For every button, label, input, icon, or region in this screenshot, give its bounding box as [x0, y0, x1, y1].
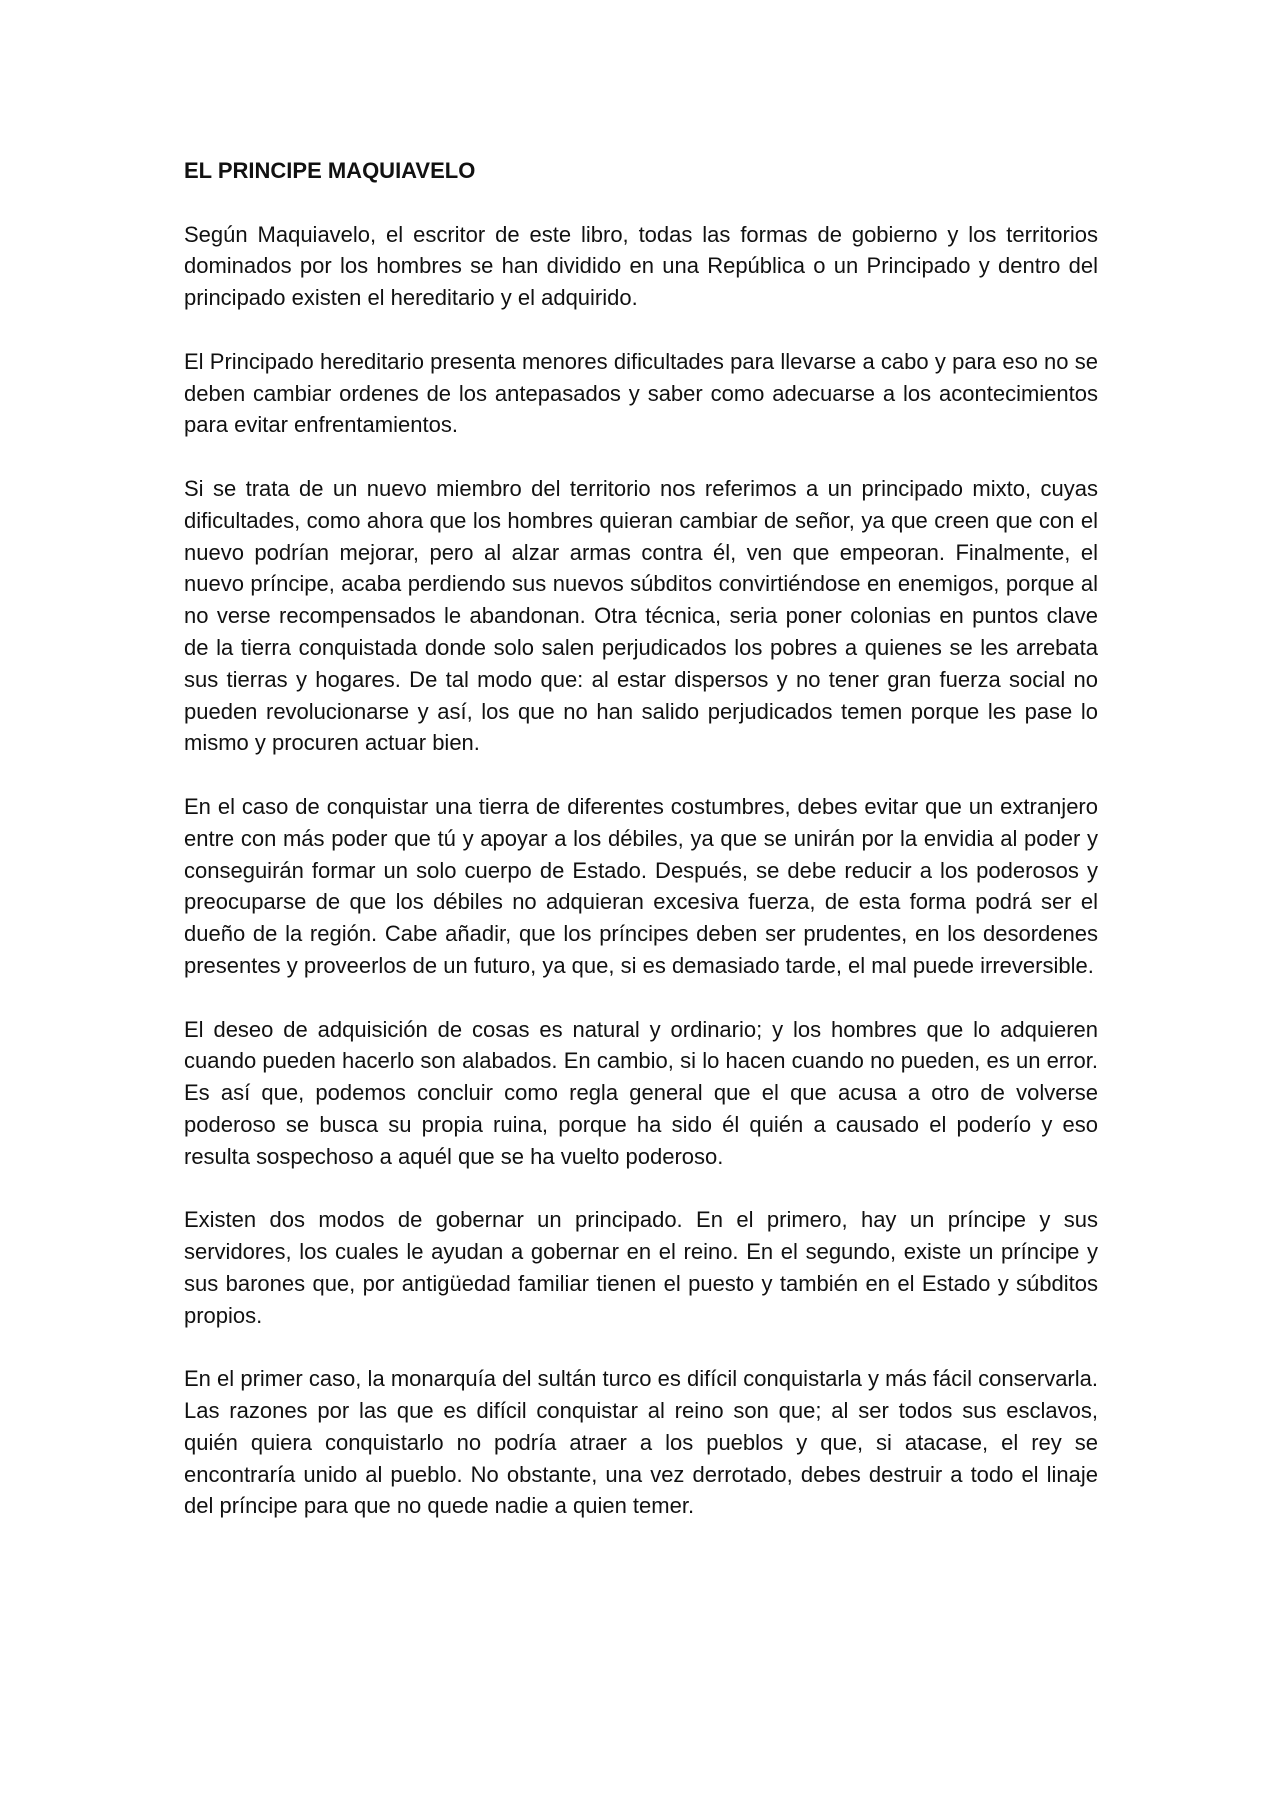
- paragraph-7: En el primer caso, la monarquía del sultán turco es difícil conquistarla y más fácil conservarla. Las razones por las que es difícil conquistar al reino son que; al ser todos sus esclavos, quién quiera conquistarlo no podría atraer a los pueblos y que, si atacase, el rey se encontraría unido al pueblo. No obstante, una vez derrotado, debes destruir a todo el linaje del príncipe para que no quede nadie a quien temer.: [184, 1366, 1098, 1519]
- document-body: [184, 155, 1098, 1554]
- paragraph-2: El Principado hereditario presenta menores dificultades para llevarse a cabo y para eso no se deben cambiar ordenes de los antepasados y saber como adecuarse a los acontecimientos para evitar enfrentamientos.: [184, 348, 1098, 438]
- paragraph-5: El deseo de adquisición de cosas es natural y ordinario; y los hombres que lo adquieren cuando pueden hacerlo son alabados. En cambio, si lo hacen cuando no pueden, es un error. Es así que, podemos concluir como regla general que el que acusa a otro de volverse poderoso se busca su propia ruina, porque ha sido él quién a causado el poderío y eso resulta sospechoso a aquél que se ha vuelto poderoso.: [184, 1016, 1098, 1169]
- paragraph-1: Según Maquiavelo, el escritor de este libro, todas las formas de gobierno y los territorios dominados por los hombres se han dividido en una República o un Principado y dentro del principado existen el hereditario y el adquirido.: [184, 221, 1098, 311]
- paragraph-6: Existen dos modos de gobernar un principado. En el primero, hay un príncipe y sus servidores, los cuales le ayudan a gobernar en el reino. En el segundo, existe un príncipe y sus barones que, por antigüedad familiar tienen el puesto y también en el Estado y súbditos propios.: [184, 1207, 1098, 1328]
- paragraph-3: Si se trata de un nuevo miembro del territorio nos referimos a un principado mixto, cuyas dificultades, como ahora que los hombres quieran cambiar de señor, ya que creen que con el nuevo podrían mejorar, pero al alzar armas contra él, ven que empeoran. Finalmente, el nuevo príncipe, acaba perdiendo sus nuevos súbditos convirtiéndose en enemigos, porque al no verse recompensados le abandonan. Otra técnica, seria poner colonias en puntos clave de la tierra conquistada donde solo salen perjudicados los pobres a quienes se les arrebata sus tierras y hogares. De tal modo que: al estar dispersos y no tener gran fuerza social no pueden revolucionarse y así, los que no han salido perjudicados temen porque les pase lo mismo y procuren actuar bien.: [184, 475, 1098, 756]
- document-title: EL PRINCIPE MAQUIAVELO: [184, 158, 476, 183]
- paragraph-4: En el caso de conquistar una tierra de diferentes costumbres, debes evitar que un extranjero entre con más poder que tú y apoyar a los débiles, ya que se unirán por la envidia al poder y conseguirán formar un solo cuerpo de Estado. Después, se debe reducir a los poderosos y preocuparse de que los débiles no adquieran excesiva fuerza, de esta forma podrá ser el dueño de la región. Cabe añadir, que los príncipes deben ser prudentes, en los desordenes presentes y proveerlos de un futuro, ya que, si es demasiado tarde, el mal puede irreversible.: [184, 793, 1098, 978]
